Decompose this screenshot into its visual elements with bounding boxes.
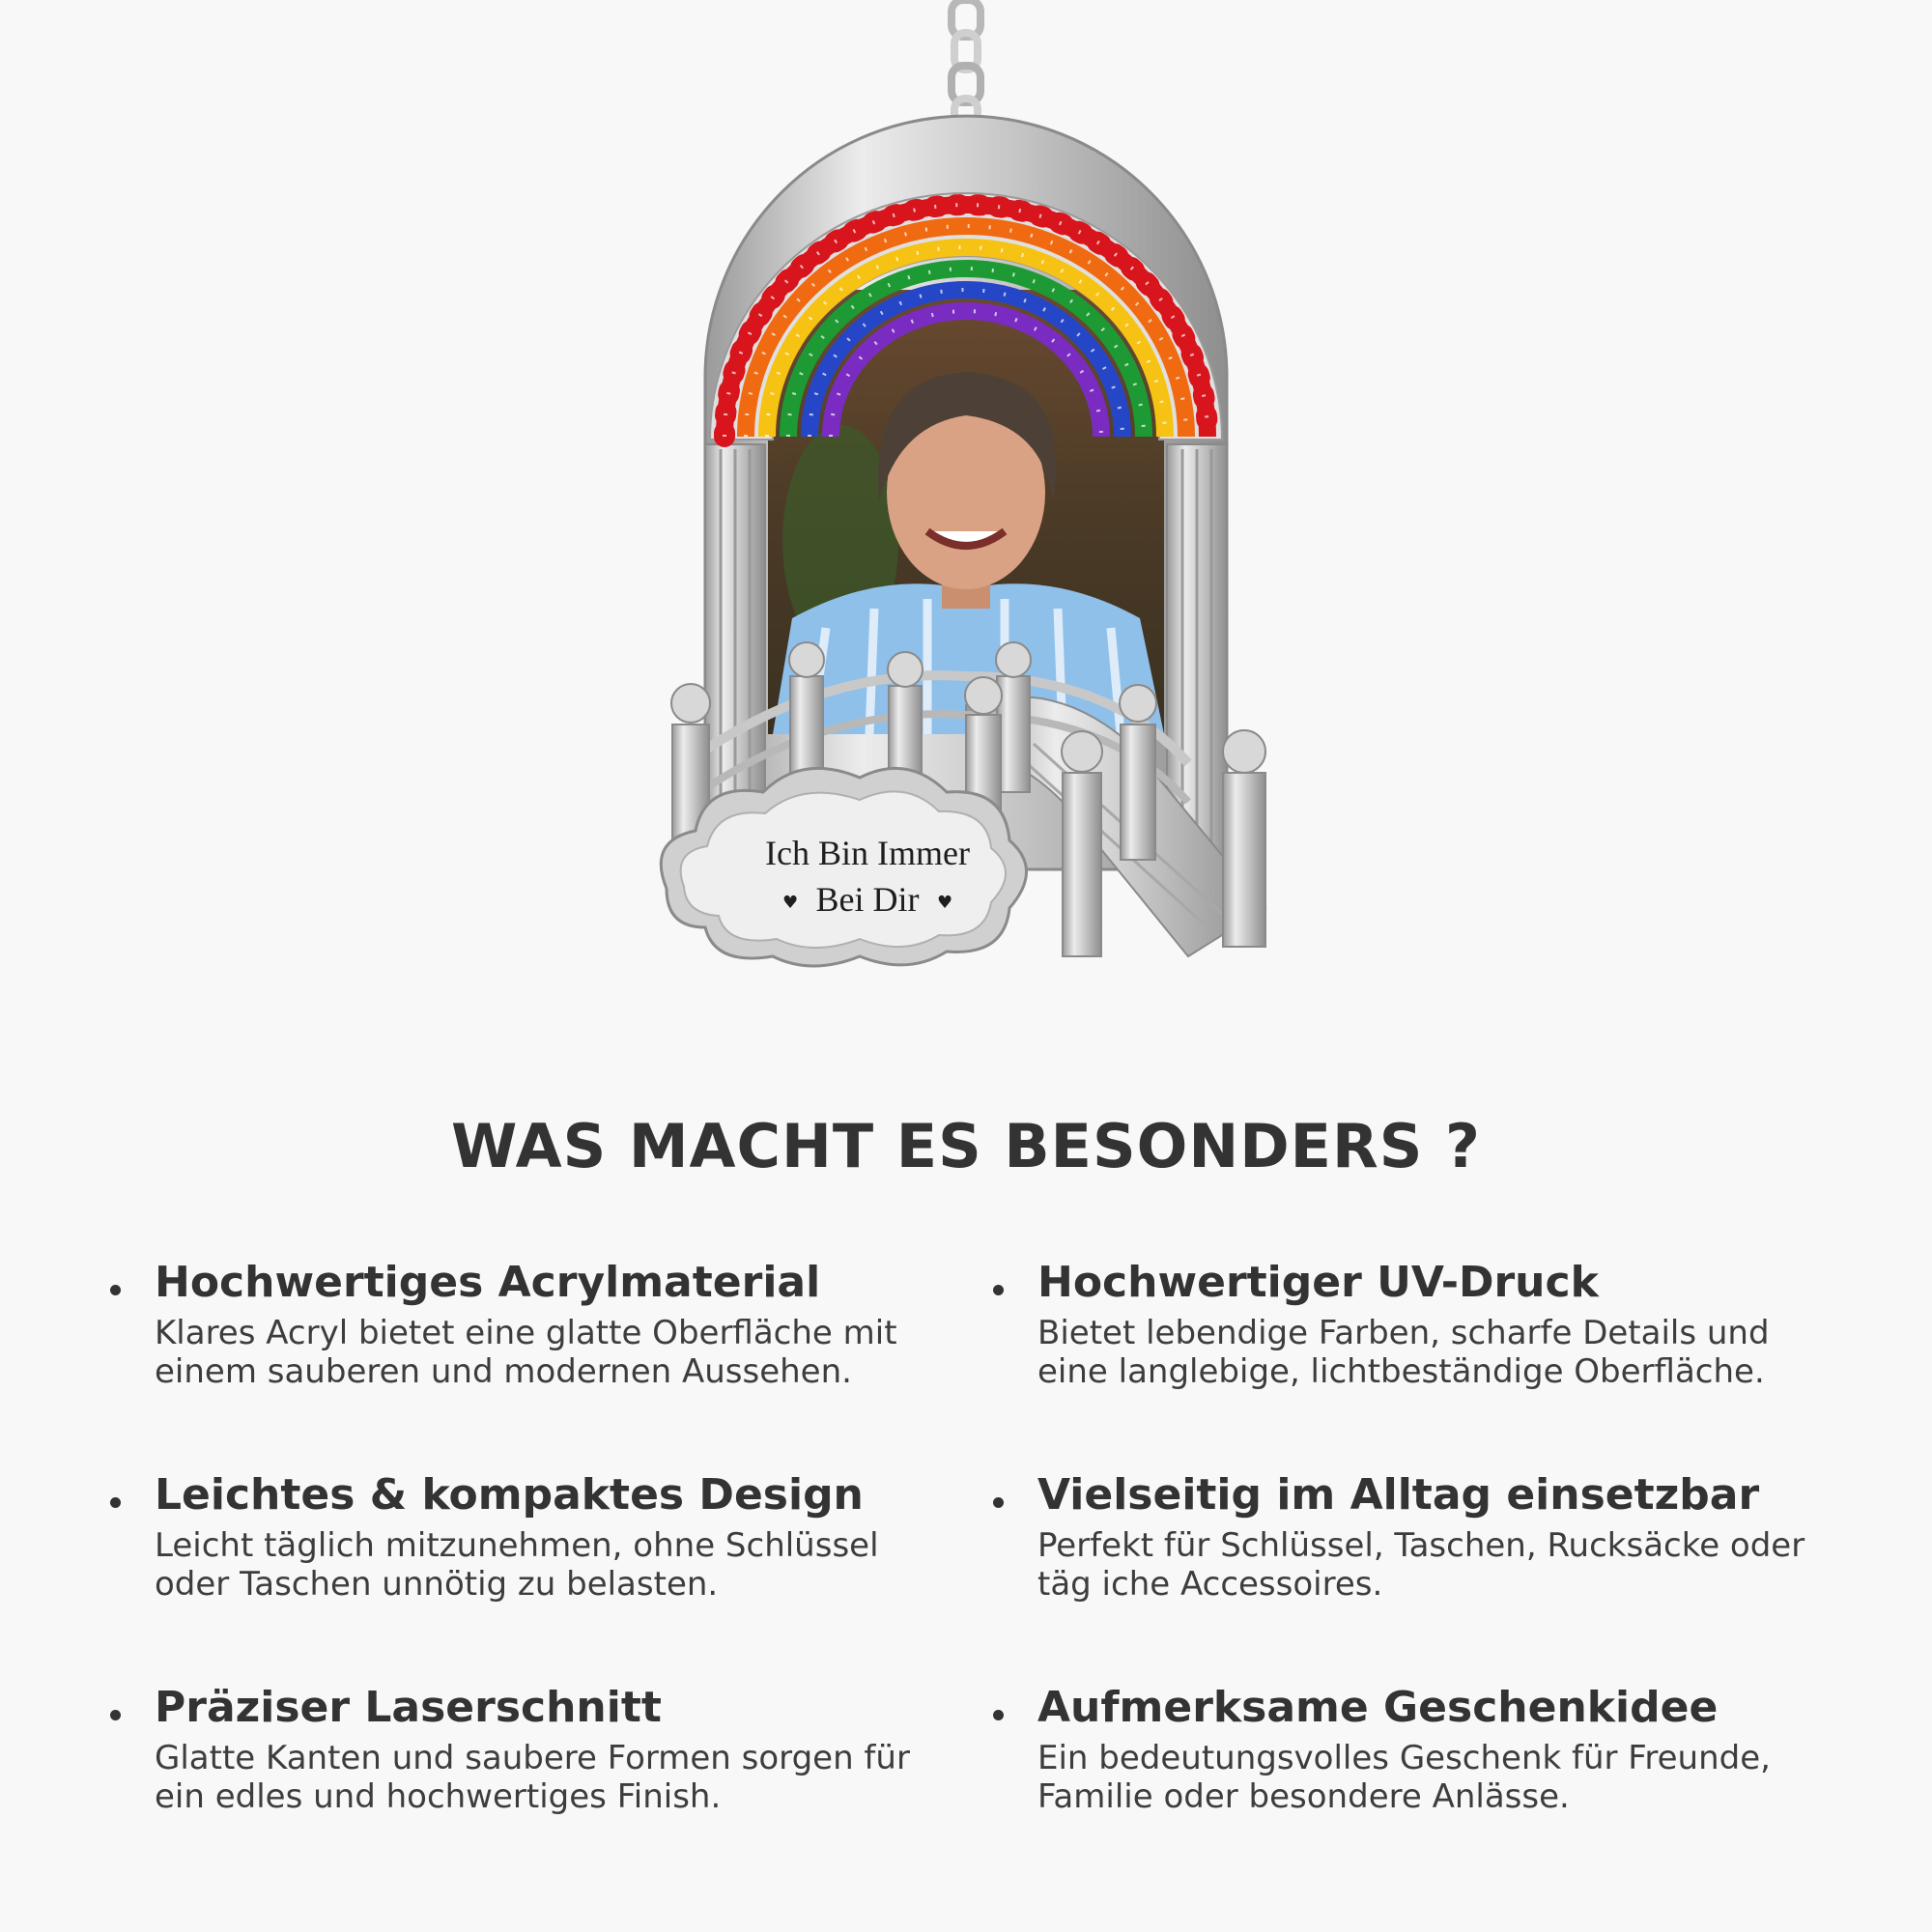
- bullet-icon: [993, 1497, 1004, 1508]
- feature-title: Vielseitig im Alltag einsetzbar: [1037, 1470, 1760, 1520]
- feature-description: Bietet lebendige Farben, scharfe Details und eine langlebige, lichtbeständige Oberfläche.: [1037, 1314, 1770, 1391]
- feature-description: Ein bedeutungsvolles Geschenk für Freunde, Familie oder besondere Anlässe.: [1037, 1739, 1771, 1816]
- section-heading: WAS MACHT ES BESONDERS ?: [451, 1111, 1481, 1181]
- cloud-text-line1: Ich Bin Immer: [765, 834, 970, 872]
- cloud-text-line2: Bei Dir: [815, 880, 920, 919]
- feature-item: [989, 1468, 1845, 1681]
- bullet-icon: [110, 1285, 121, 1295]
- feature-item: [106, 1256, 989, 1468]
- feature-description: Klares Acryl bietet eine glatte Oberfläche mit einem sauberen und modernen Aussehen.: [155, 1314, 897, 1391]
- bullet-icon: [110, 1497, 121, 1508]
- bullet-icon: [993, 1285, 1004, 1295]
- keychain-product-image: [647, 0, 1285, 976]
- heart-icon: ♥: [937, 893, 953, 913]
- feature-title: Präziser Laserschnitt: [155, 1683, 662, 1732]
- feature-title: Leichtes & kompaktes Design: [155, 1470, 864, 1520]
- feature-description: Glatte Kanten und saubere Formen sorgen für ein edles und hochwertiges Finish.: [155, 1739, 910, 1816]
- feature-item: [106, 1468, 989, 1681]
- feature-title: Hochwertiger UV-Druck: [1037, 1258, 1599, 1307]
- feature-description: Leicht täglich mitzunehmen, ohne Schlüssel oder Taschen unnötig zu belasten.: [155, 1526, 879, 1604]
- feature-title: Aufmerksame Geschenkidee: [1037, 1683, 1719, 1732]
- bullet-icon: [110, 1710, 121, 1720]
- feature-title: Hochwertiges Acrylmaterial: [155, 1258, 821, 1307]
- feature-item: [989, 1256, 1845, 1468]
- cloud-plaque: [661, 768, 1026, 966]
- features-grid: [106, 1256, 1845, 1893]
- bullet-icon: [993, 1710, 1004, 1720]
- keychain-illustration: [647, 0, 1285, 976]
- feature-item: [106, 1681, 989, 1893]
- feature-description: Perfekt für Schlüssel, Taschen, Rucksäcke oder täg iche Accessoires.: [1037, 1526, 1805, 1604]
- feature-item: [989, 1681, 1845, 1893]
- heart-icon: ♥: [782, 893, 799, 913]
